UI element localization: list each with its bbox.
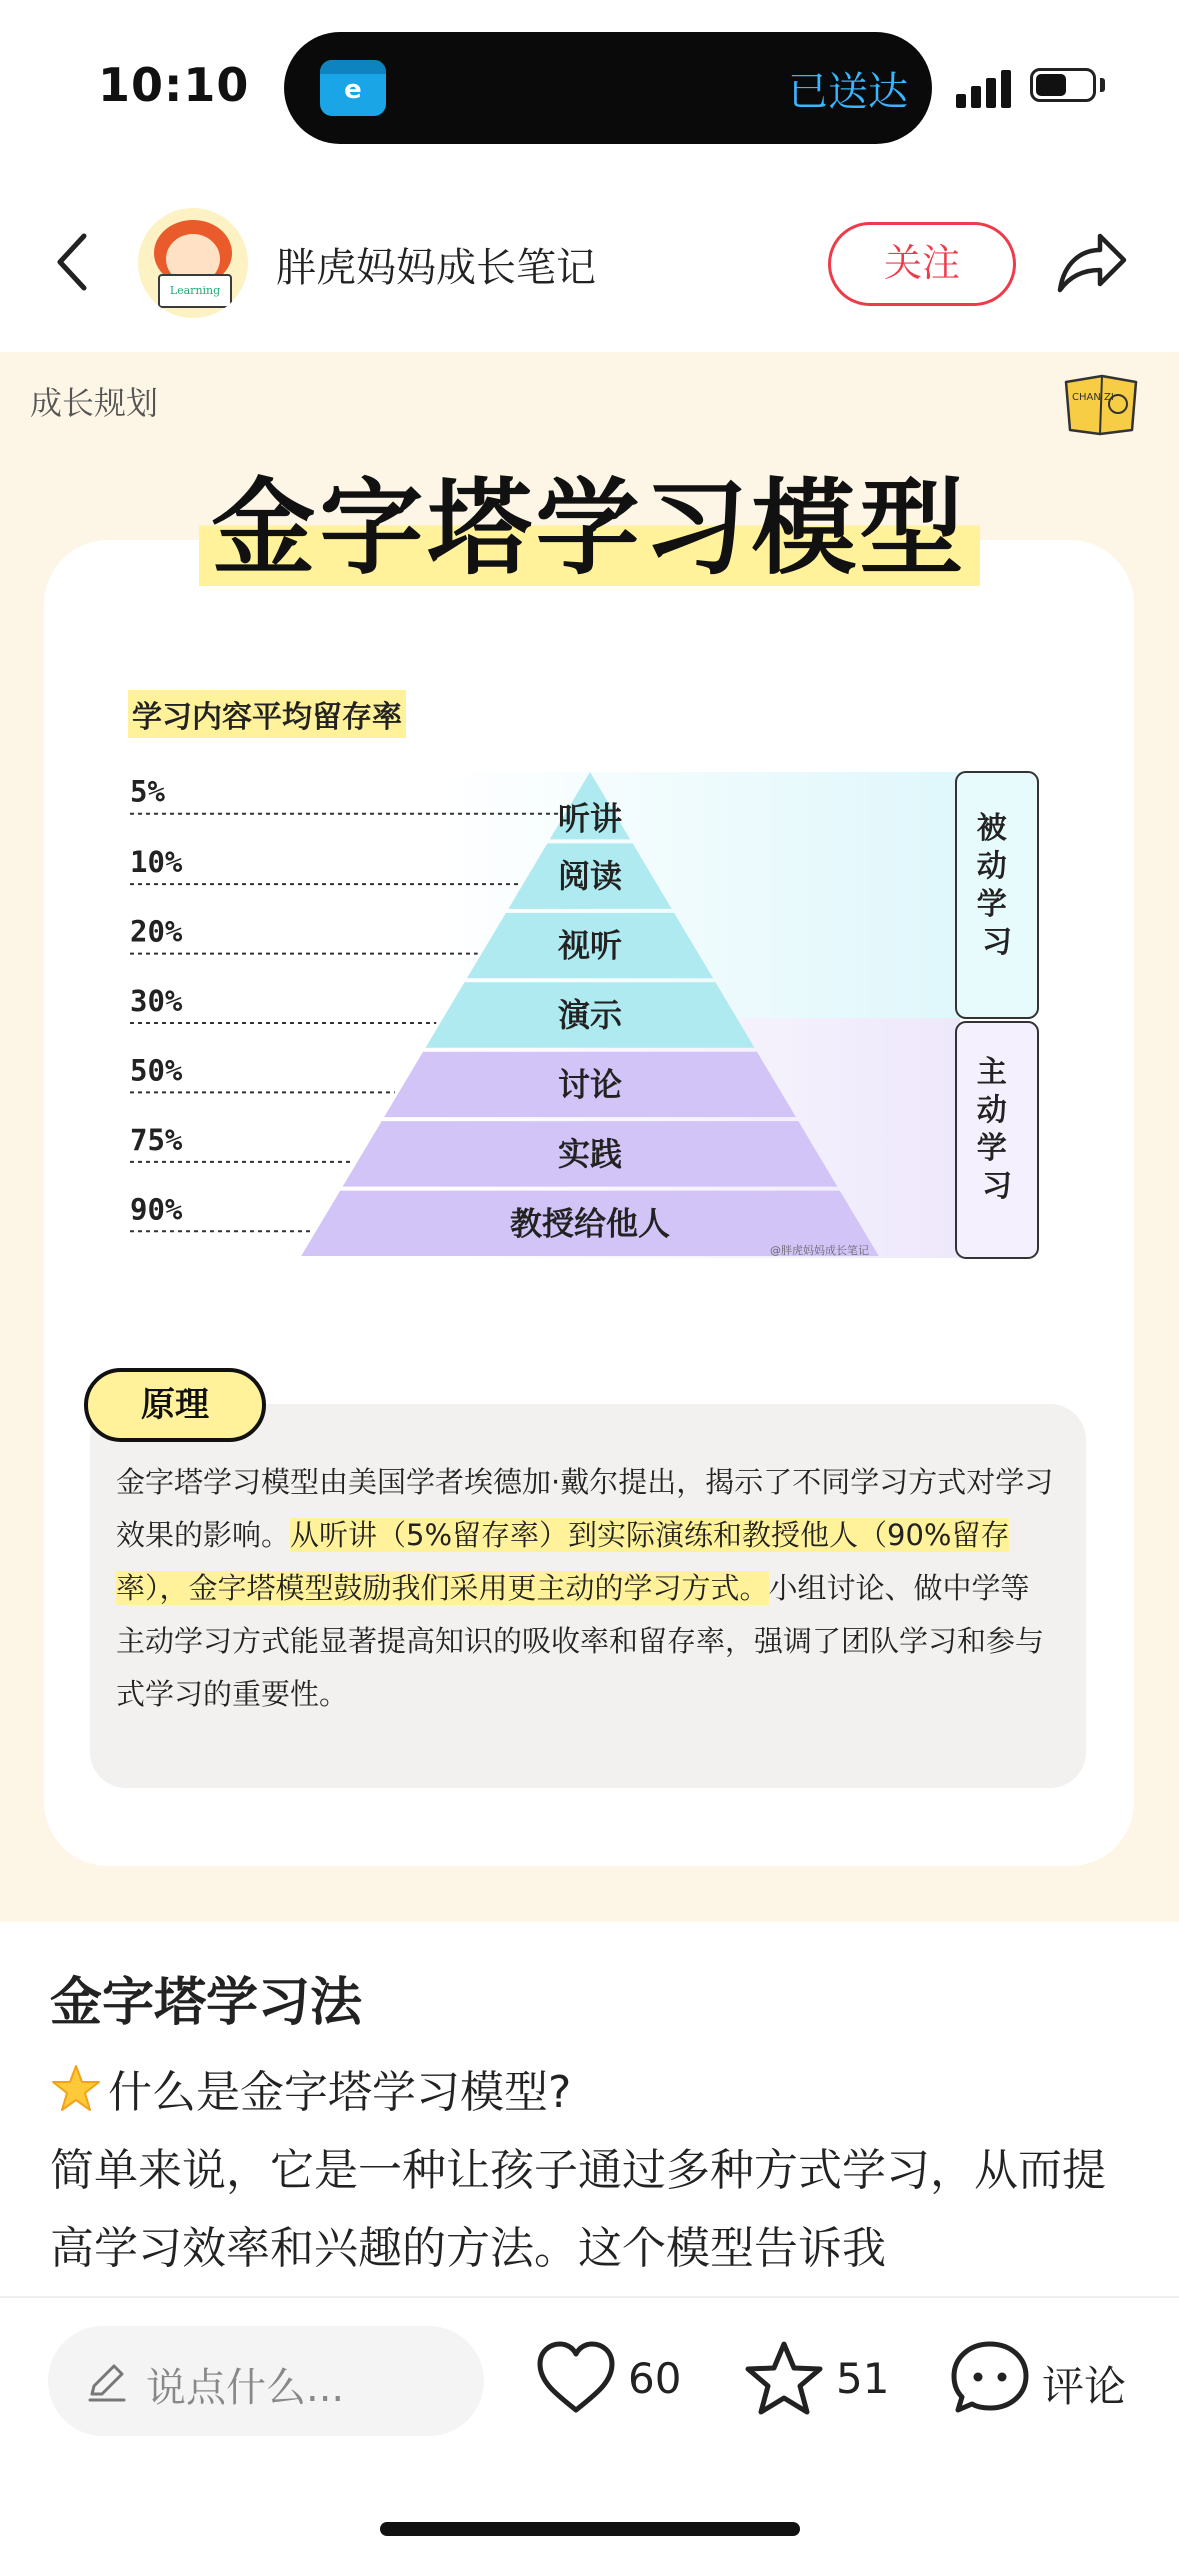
retention-percent-2: 10%	[130, 845, 183, 880]
island-status-text: 已送达	[788, 69, 908, 115]
active-group-label: 主 动 学 习	[976, 1055, 1012, 1204]
author-avatar[interactable]: Learning	[138, 208, 248, 318]
retention-percent-7: 90%	[130, 1192, 183, 1227]
comment-button[interactable]	[950, 2330, 1150, 2430]
status-bar	[0, 0, 1179, 170]
pyramid-label-7: 教授给他人	[509, 1204, 671, 1243]
passive-group-label: 被 动 学 习	[976, 811, 1012, 960]
comment-placeholder: 说点什么...	[146, 2365, 345, 2411]
home-indicator	[380, 2522, 800, 2536]
pyramid-label-1: 听讲	[557, 799, 623, 838]
signal-icon	[956, 68, 1012, 108]
infographic-title: 金字塔学习模型	[0, 470, 1179, 586]
comment-bubble-icon	[950, 2340, 1030, 2416]
island-app-icon: e	[320, 60, 386, 116]
pyramid-label-5: 讨论	[557, 1065, 623, 1104]
principle-badge: 原理	[84, 1368, 266, 1442]
category-tag: 成长规划	[30, 384, 159, 422]
comment-label: 评论	[1042, 2362, 1127, 2411]
pyramid-label-3: 视听	[557, 926, 623, 965]
like-count: 60	[628, 2354, 682, 2403]
pyramid-label-4: 演示	[557, 996, 623, 1034]
collect-button[interactable]	[744, 2330, 894, 2430]
collect-count: 51	[836, 2354, 890, 2403]
heart-icon	[536, 2340, 616, 2416]
star-icon	[744, 2340, 824, 2416]
retention-percent-3: 20%	[130, 914, 183, 949]
dynamic-island[interactable]	[284, 32, 932, 144]
book-logo-icon	[1062, 372, 1140, 436]
retention-percent-1: 5%	[130, 774, 165, 809]
like-button[interactable]	[536, 2330, 686, 2430]
retention-label: 学习内容平均留存率	[128, 690, 406, 738]
post-image[interactable]	[0, 352, 1179, 1922]
principle-text: 金字塔学习模型由美国学者埃德加·戴尔提出，揭示了不同学习方式对学习效果的影响。从听讲（5%留存率）到实际演练和教授他人（90%留存率），金字塔模型鼓励我们采用更主动的学习方式。小组讨论、做中学等主动学习方式能显著提高知识的吸收率和留存率，强调了团队学习和参与式学习的重要性。	[116, 1465, 1054, 1711]
bottom-action-bar	[0, 2296, 1179, 2558]
post-title: 金字塔学习法	[50, 1973, 363, 2033]
author-name[interactable]: 胖虎妈妈成长笔记	[276, 245, 596, 291]
battery-cap	[1100, 78, 1105, 92]
post-body	[50, 2054, 1140, 2288]
pyramid-label-2: 阅读	[557, 857, 623, 896]
retention-percent-6: 75%	[130, 1122, 183, 1157]
post-paragraph: 简单来说，它是一种让孩子通过多种方式学习，从而提高学习效率和兴趣的方法。这个模型告诉我	[50, 2145, 1106, 2274]
post-question: 什么是金字塔学习模型?	[108, 2067, 572, 2118]
learning-pyramid	[120, 752, 1080, 1272]
pyramid-label-6: 实践	[557, 1134, 623, 1173]
retention-percent-5: 50%	[130, 1053, 183, 1088]
star-emoji-icon	[50, 2063, 102, 2115]
status-time: 10:10	[98, 58, 250, 112]
principle-highlight: 从听讲（5%留存率）到实际演练和教授他人（90%留存率），金字塔模型鼓励我们采用更主动的学习方式。	[116, 1518, 1010, 1605]
svg-text:CHAN ZI: CHAN ZI	[1072, 392, 1114, 403]
post-header	[0, 200, 1179, 350]
retention-percent-4: 30%	[130, 984, 183, 1018]
comment-input[interactable]	[48, 2326, 484, 2436]
watermark: @胖虎妈妈成长笔记	[770, 1244, 869, 1257]
battery-icon	[1030, 68, 1096, 102]
pencil-icon	[82, 2356, 132, 2406]
share-icon[interactable]	[1054, 226, 1128, 300]
follow-button[interactable]: 关注	[828, 222, 1016, 306]
back-arrow-icon[interactable]	[52, 230, 92, 294]
